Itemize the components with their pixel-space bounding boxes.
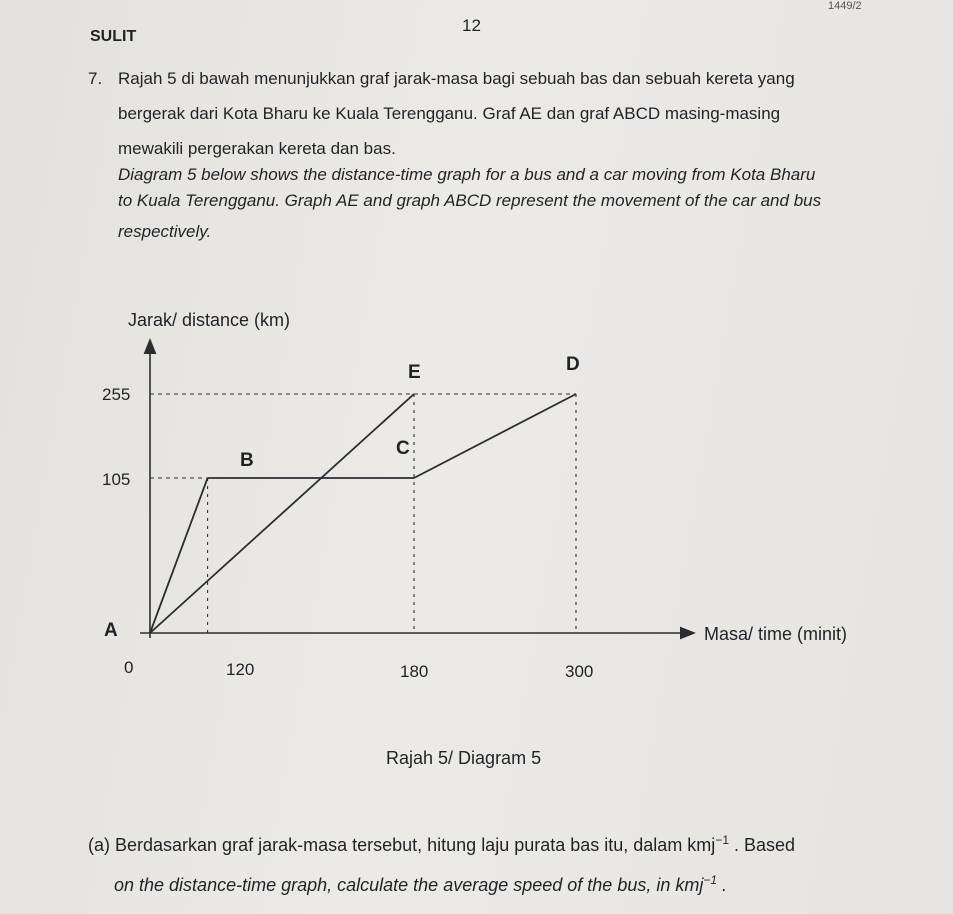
point-label-c: C [396, 438, 410, 459]
segment-cd [414, 394, 576, 478]
segment-ab [150, 478, 208, 633]
page-number: 12 [462, 16, 481, 35]
malay-line-2: bergerak dari Kota Bharu ke Kuala Terengganu. Graf AE dan graf ABCD masing-masing [118, 104, 781, 123]
malay-line-3: mewakili pergerakan kereta dan bas. [118, 139, 396, 158]
point-label-d: D [566, 354, 580, 375]
diagram-caption: Rajah 5/ Diagram 5 [386, 748, 542, 768]
english-line-2: to Kuala Terengganu. Graph AE and graph ABCD represent the movement of the car and bus [118, 191, 822, 210]
english-line-1: Diagram 5 below shows the distance-time graph for a bus and a car moving from Kota Bharu [118, 165, 816, 184]
part-a-malay: (a) Berdasarkan graf jarak-masa tersebut, hitung laju purata bas itu, dalam kmj$^{-1}$ . Based [88, 833, 796, 855]
question-number: 7. [88, 69, 103, 88]
point-label-e: E [408, 362, 421, 383]
segment-ae [150, 394, 414, 633]
guide-lines [150, 394, 576, 633]
x-axis-label: Masa/ time (minit) [704, 624, 848, 644]
series-lines [150, 394, 576, 633]
part-a-english: on the distance-time graph, calculate the average speed of the bus, in kmj$^{-1}$ . [114, 873, 728, 895]
x-tick-180: 180 [400, 662, 429, 681]
point-label-b: B [240, 450, 254, 471]
y-tick-105: 105 [102, 470, 131, 489]
point-label-a: A [104, 620, 118, 641]
x-tick-300: 300 [565, 662, 594, 681]
malay-line-1: Rajah 5 di bawah menunjukkan graf jarak-masa bagi sebuah bas dan sebuah kereta yang [118, 69, 795, 88]
x-tick-0: 0 [124, 658, 134, 677]
x-tick-120: 120 [226, 660, 255, 679]
paper-code: 1449/2 [828, 0, 862, 12]
english-line-3: respectively. [118, 222, 212, 241]
y-tick-255: 255 [102, 385, 131, 404]
y-axis-label: Jarak/ distance (km) [128, 310, 291, 330]
sulit-label: SULIT [90, 28, 137, 45]
